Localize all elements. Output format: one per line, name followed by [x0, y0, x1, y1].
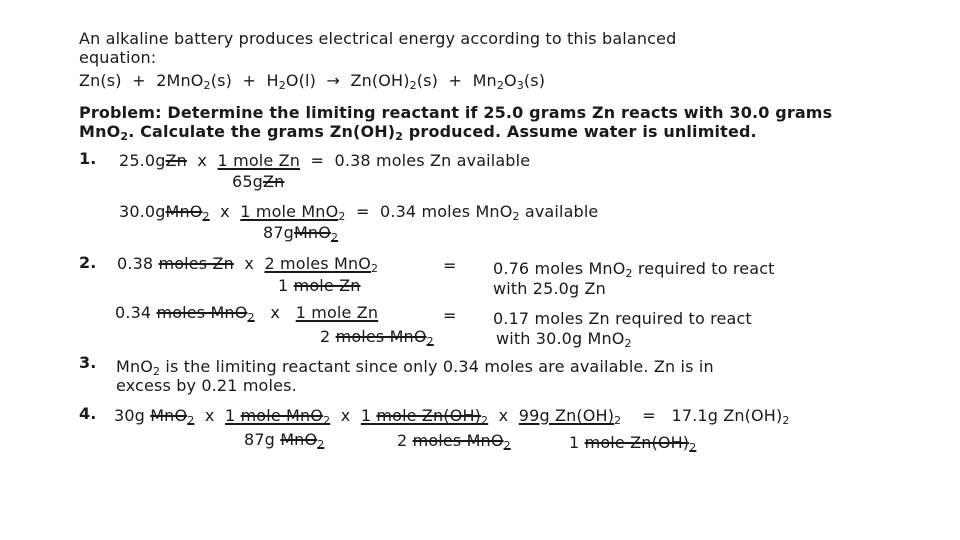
step-2a-result-line-1: 0.76 moles MnO$_2$ required to react [493, 259, 775, 280]
step-2a-line: 0.38 moles Zn x 2 moles MnO$_2$ [117, 254, 379, 275]
step-1-mno2-denominator: 87gMnO$_2$ [263, 223, 339, 244]
step-2b-equals: = [443, 306, 457, 325]
step-1-zn-line: 25.0gZn x 1 mole Zn = 0.38 moles Zn available [119, 151, 531, 170]
step-4-denominator-1: 87g MnO$_2$ [244, 430, 325, 451]
problem-line-1: Problem: Determine the limiting reactant if 25.0 grams Zn reacts with 30.0 grams [79, 103, 833, 122]
step-1-zn-denominator: 65gZn [232, 172, 285, 191]
problem-line-2: MnO$_2$. Calculate the grams $Zn(OH)_2$ produced. Assume water is unlimited. [79, 122, 757, 143]
intro-line-2: equation: [79, 48, 157, 67]
balanced-equation: $Zn(s) + 2MnO_2(s) + H_2O(l) \to Zn(OH)_2(s) + Mn_2O_3(s)$ [79, 71, 546, 92]
step-2b-result-line-2: with 30.0g MnO$_2$ [496, 329, 632, 350]
step-1-mno2-line: 30.0gMnO$_2$ x 1 mole MnO$_2$ = 0.34 moles MnO$_2$ available [119, 202, 599, 223]
step-3-number: 3. [79, 353, 97, 372]
reaction-arrow: → [326, 71, 341, 90]
step-2a-denominator: 1 mole Zn [278, 276, 361, 295]
step-2b-line: 0.34 moles MnO$_2$ x 1 mole Zn [115, 303, 379, 324]
step-2a-result-line-2: with 25.0g Zn [493, 279, 606, 298]
step-4-line: 30g MnO$_2$ x 1 mole MnO$_2$ x 1 mole $Zn(OH)_2$ x 99g $Zn(OH)_2$ = 17.1g $Zn(OH)_2$ [114, 406, 790, 427]
intro-line-1: An alkaline battery produces electrical energy according to this balanced [79, 29, 677, 48]
step-4-denominator-2: 2 moles MnO$_2$ [397, 431, 511, 452]
step-3-line-1: MnO$_2$ is the limiting reactant since only 0.34 moles are available. Zn is in [116, 357, 714, 378]
step-3-line-2: excess by 0.21 moles. [116, 376, 297, 395]
step-2-number: 2. [79, 253, 97, 272]
step-4-denominator-3: 1 mole $Zn(OH)_2$ [569, 433, 697, 454]
step-2a-equals: = [443, 256, 457, 275]
step-4-number: 4. [79, 404, 97, 423]
step-1-number: 1. [79, 149, 97, 168]
step-2b-denominator: 2 moles MnO$_2$ [320, 327, 434, 348]
step-2b-result-line-1: 0.17 moles Zn required to react [493, 309, 752, 328]
